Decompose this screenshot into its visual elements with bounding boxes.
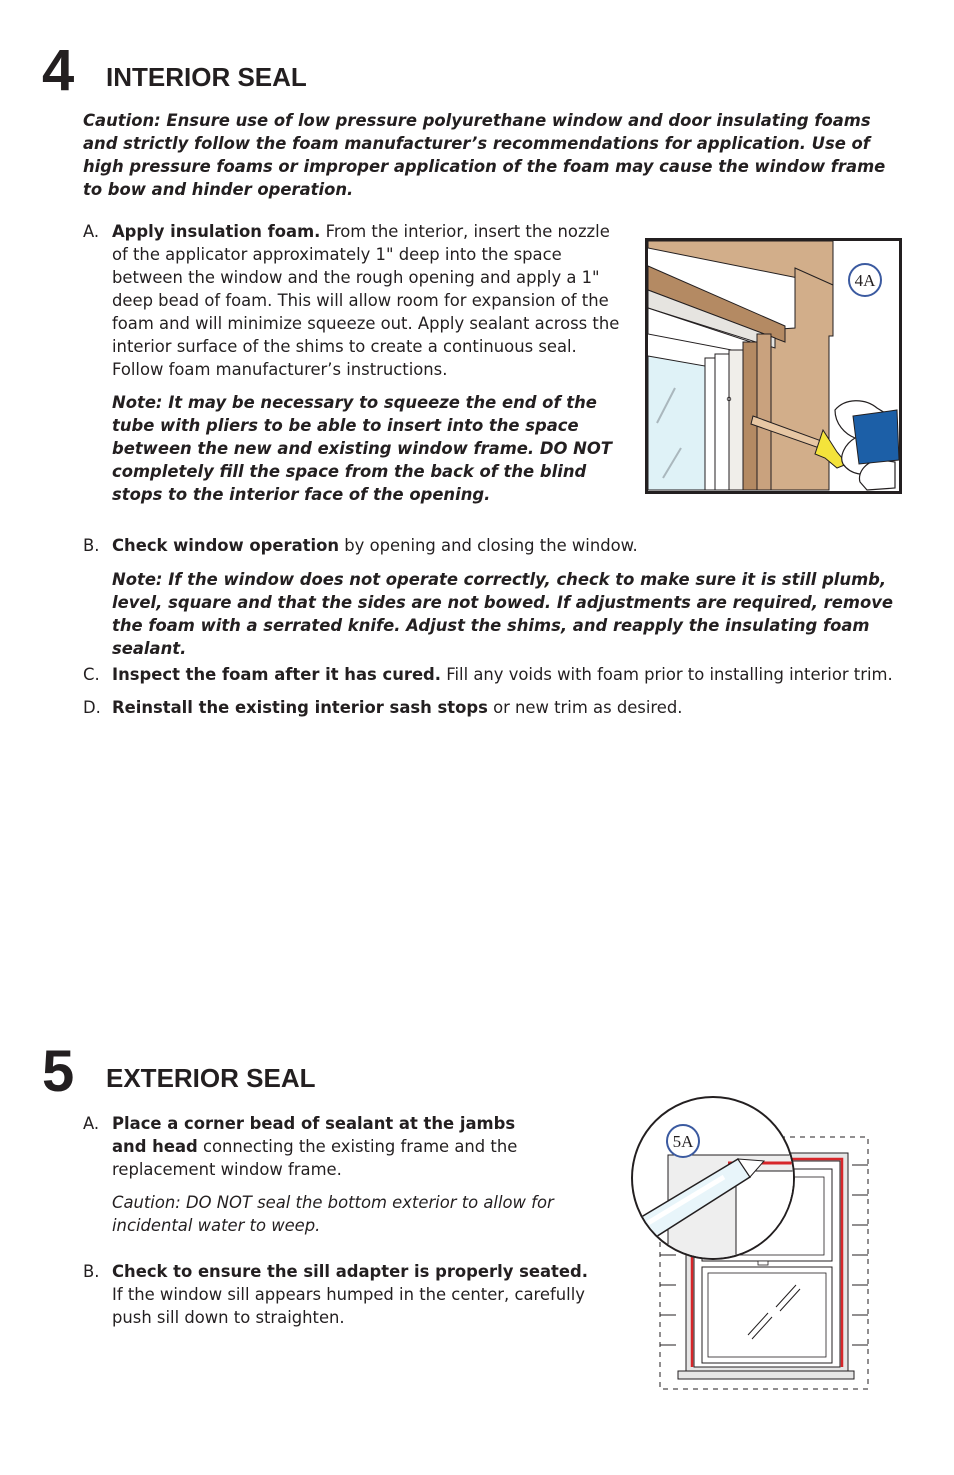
figure-4a-jamb-strip-1 — [757, 334, 771, 490]
section-5-number: 5 — [42, 1039, 75, 1104]
step-4c-letter: C. — [83, 665, 100, 684]
step-4a-note: Note: It may be necessary to squeeze the end of the tube with pliers to be able to insert into the space between the new and existing window frame. DO NOT completely fill the space from the back of the blind stops to the interior face of the opening. — [112, 393, 612, 504]
step-4a-text — [112, 220, 622, 381]
step-4d-body: or new trim as desired. — [487, 698, 683, 717]
step-5b-body: If the window sill appears humped in the center, carefully push sill down to straighten. — [112, 1285, 585, 1327]
step-4b-text — [112, 534, 912, 557]
step-5b-bold: Check to ensure the sill adapter is properly seated. — [112, 1262, 588, 1281]
figure-5a — [628, 1095, 874, 1395]
figure-4a-jamb-strip-2 — [743, 342, 757, 490]
step-4b-bold: Check window operation — [112, 536, 340, 555]
step-5a-bold: Place a corner bead of sealant at the jambs and head — [112, 1114, 516, 1156]
figure-5a-label: 5A — [672, 1132, 694, 1151]
figure-4a-jamb-strip-4 — [715, 354, 729, 490]
step-4c-body: Fill any voids with foam prior to installing interior trim. — [441, 665, 893, 684]
figure-4a-label: 4A — [854, 271, 876, 290]
figure-5a-sill — [678, 1371, 854, 1379]
step-4b-note: Note: If the window does not operate correctly, check to make sure it is still plumb, level, square and that the sides are not bowed. If adjustments are required, remove the foam with a serrated knife. Adjust the shims, and reapply the insulating foam sealant. — [112, 570, 894, 658]
step-4d-letter: D. — [83, 698, 101, 717]
step-4b-body: by opening and closing the window. — [339, 536, 638, 555]
step-5a-body: connecting the existing frame and the replacement window frame. — [112, 1137, 518, 1179]
step-5b-letter: B. — [83, 1262, 100, 1281]
section-4-title: INTERIOR SEAL — [106, 62, 307, 92]
step-5a-letter: A. — [83, 1114, 100, 1133]
step-4a-bold: Apply insulation foam. — [112, 222, 321, 241]
step-4b-letter: B. — [83, 536, 100, 555]
step-4a-letter: A. — [83, 222, 100, 241]
step-5b-text — [112, 1260, 592, 1329]
step-4c-text — [112, 663, 932, 686]
figure-5a-lower-glass — [708, 1273, 826, 1357]
figure-4a — [645, 238, 902, 494]
step-4a-body: From the interior, insert the nozzle of the applicator approximately 1" deep into the space between the window and the rough opening and apply a 1" deep bead of foam. This will allow room for expansion of the foam and will minimize squeeze out. Apply sealant across the interior surface of the shims to create a continuous seal. Follow foam manufacturer’s instructions. — [112, 222, 620, 379]
figure-4a-glass — [648, 356, 705, 490]
step-5a-text — [112, 1112, 542, 1181]
figure-4a-sash-edge — [705, 358, 715, 490]
step-4d-text — [112, 696, 912, 719]
section-5-title: EXTERIOR SEAL — [106, 1063, 316, 1093]
figure-4a-foam-can — [853, 410, 899, 464]
section-4-number: 4 — [42, 38, 75, 103]
step-4d-bold: Reinstall the existing interior sash stops — [112, 698, 488, 717]
step-5a-note: Caution: DO NOT seal the bottom exterior to allow for incidental water to weep. — [112, 1193, 554, 1235]
section-4-caution: Caution: Ensure use of low pressure polyurethane window and door insulating foams and strictly follow the foam manufacturer’s recommendations for application. Use of high pressure foams or improper application of the foam may cause the window frame to bow and hinder operation. — [83, 111, 886, 199]
figure-4a-jamb-strip-3 — [729, 350, 743, 490]
figure-5a-lock — [758, 1261, 768, 1265]
step-4c-bold: Inspect the foam after it has cured. — [112, 665, 442, 684]
